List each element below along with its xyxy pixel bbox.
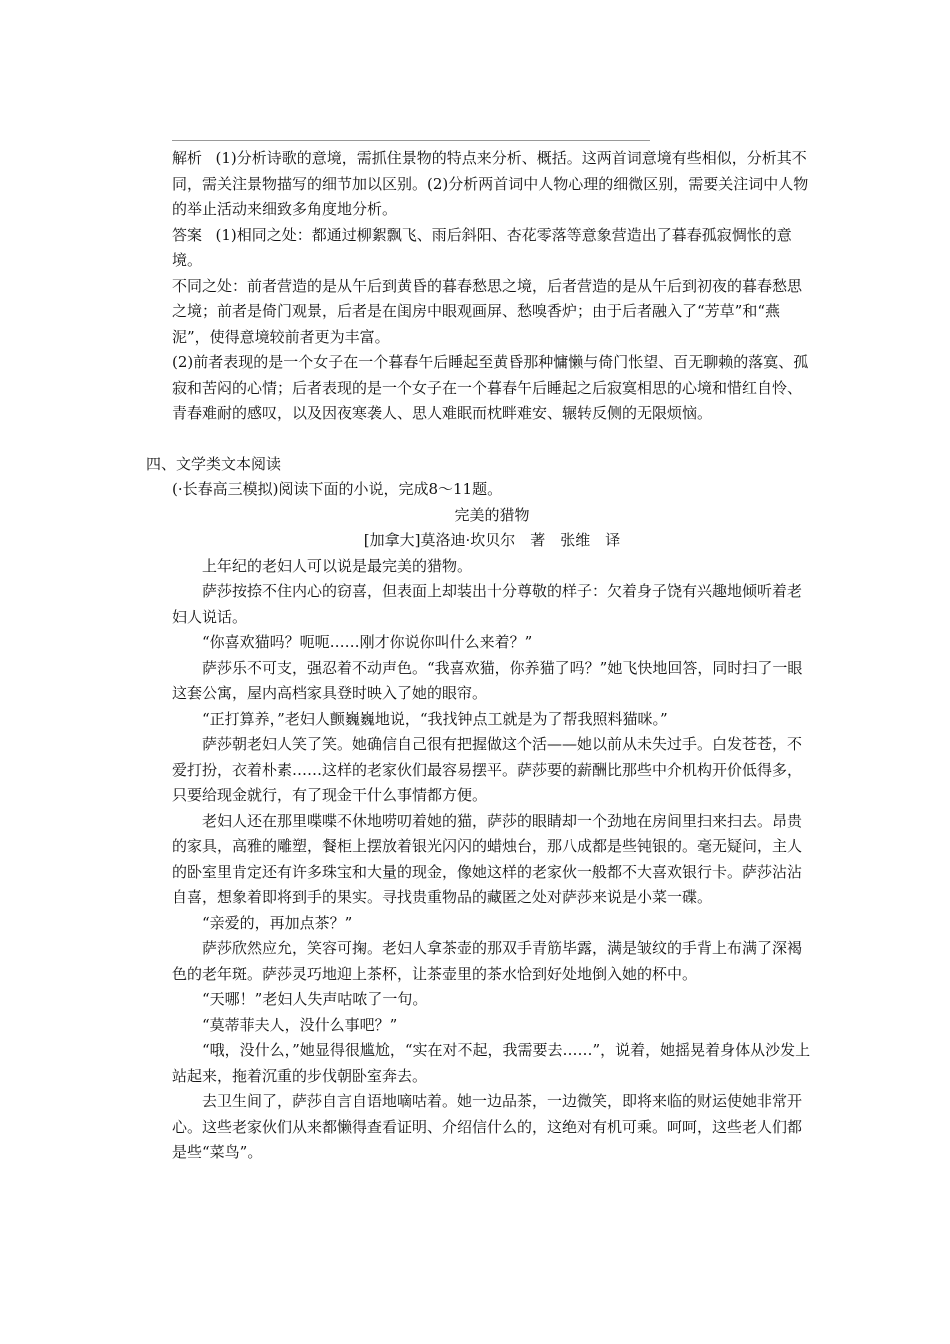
story-paragraph: “哦，没什么，”她显得很尴尬，“实在对不起，我需要去……”，说着，她摇晃着身体从沙发上站起来，拖着沉重的步伐朝卧室奔去。	[172, 1041, 811, 1085]
answer-paragraph-3: (2)前者表现的是一个女子在一个暮春午后睡起至黄昏那种慵懒与倚门怅望、百无聊赖的落寞、孤寂和苦闷的心情；后者表现的是一个女子在一个暮春午后睡起之后寂寞相思的心境和惜红自怜、青春难耐的感叹，以及因夜寒袭人、思人难眠而枕畔难安、辗转反侧的无限烦恼。	[172, 353, 809, 422]
reading-section	[172, 477, 812, 1166]
section-instruction: (·长春高三模拟)阅读下面的小说，完成8～11题。	[172, 480, 503, 498]
story-title: 完美的猎物	[454, 505, 530, 524]
answer-paragraph-1	[172, 223, 812, 274]
story-paragraph: “正打算养，”老妇人颤巍巍地说，“我找钟点工就是为了帮我照料猫咪。”	[202, 709, 668, 728]
answer-text-1: (1)相同之处：都通过柳絮飘飞、雨后斜阳、杏花零落等意象营造出了暮春孤寂惆怅的意境。	[172, 225, 792, 269]
analysis-label: 解析	[172, 149, 203, 167]
answer-paragraph-2: 不同之处：前者营造的是从午后到黄昏的暮春愁思之境，后者营造的是从午后到初夜的暮春愁思之境；前者是倚门观景，后者是在闺房中眼观画屏、愁嗅香炉；由于后者融入了“芳草”和“燕泥”，使得意境较前者更为丰富。	[172, 276, 803, 346]
story-paragraph: 萨莎乐不可支，强忍着不动声色。“我喜欢猫，你养猫了吗？”她飞快地回答，同时扫了一眼这套公寓，屋内高档家具登时映入了她的眼帘。	[172, 658, 803, 702]
analysis-block	[172, 146, 812, 427]
story-paragraph: 老妇人还在那里喋喋不休地唠叨着她的猫，萨莎的眼睛却一个劲地在房间里扫来扫去。昂贵的家具，高雅的雕塑，餐柜上摆放着银光闪闪的蜡烛台，那八成都是些钝银的。毫无疑问，主人的卧室里肯定还有许多珠宝和大量的现金，像她这样的老家伙一般都不大喜欢银行卡。萨莎沾沾自喜，想象着即将到手的果实。寻找贵重物品的藏匿之处对萨莎来说是小菜一碟。	[172, 811, 803, 906]
story-paragraph: 萨莎按捺不住内心的窃喜，但表面上却装出十分尊敬的样子：欠着身子饶有兴趣地倾听着老妇人说话。	[172, 582, 803, 626]
story-paragraph: “莫蒂菲夫人，没什么事吧？”	[202, 1015, 398, 1034]
story-paragraph: “你喜欢猫吗？呃呃……刚才你说你叫什么来着？”	[202, 633, 533, 651]
story-paragraph: 萨莎欣然应允，笑容可掬。老妇人拿茶壶的那双手青筋毕露，满是皱纹的手背上布满了深褐色的老年斑。萨莎灵巧地迎上茶杯，让茶壶里的茶水恰到好处地倒入她的杯中。	[172, 939, 803, 983]
story-byline: [加拿大]莫洛迪·坎贝尔 著 张维 译	[363, 531, 621, 549]
story-paragraph: 去卫生间了，萨莎自言自语地嘀咕着。她一边品茶，一边微笑，即将来临的财运使她非常开心。这些老家伙们从来都懒得查看证明、介绍信什么的，这绝对有机可乘。呵呵，这些老人们都是些“菜鸟”。	[172, 1092, 803, 1161]
analysis-paragraph	[172, 146, 812, 223]
section-heading: 四、文学类文本阅读	[146, 455, 282, 473]
answer-label: 答案	[172, 225, 203, 244]
story-paragraph: “天哪！”老妇人失声咕哝了一句。	[202, 990, 428, 1008]
story-paragraph: 萨莎朝老妇人笑了笑。她确信自己很有把握做这个活——她以前从未失过手。白发苍苍，不爱打扮，衣着朴素……这样的老家伙们最容易摆平。萨莎要的薪酬比那些中介机构开价低得多，只要给现金就行，有了现金干什么事情都方便。	[172, 735, 803, 804]
analysis-text: (1)分析诗歌的意境，需抓住景物的特点来分析、概括。这两首词意境有些相似，分析其不同，需关注景物描写的细节加以区别。(2)分析两首词中人物心理的细微区别，需要关注词中人物的举止活动来细致多角度地分析。	[172, 149, 809, 218]
story-paragraph: 上年纪的老妇人可以说是最完美的猎物。	[202, 556, 473, 575]
top-divider	[172, 140, 650, 141]
story-paragraph: “亲爱的，再加点茶？”	[202, 913, 353, 932]
